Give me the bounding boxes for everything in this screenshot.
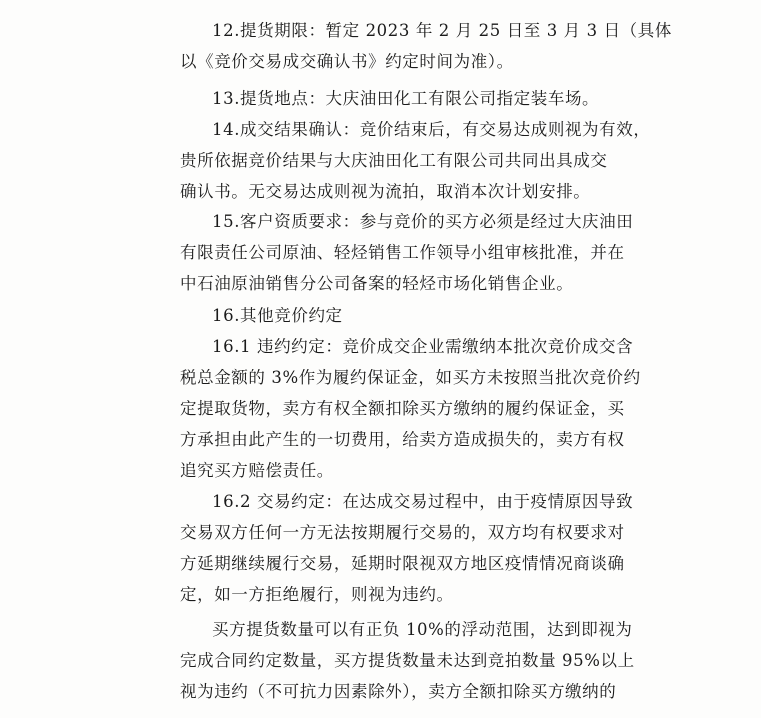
- text-line: 视为违约（不可抗力因素除外），卖方全额扣除买方缴纳的: [180, 682, 617, 701]
- text-line: 12.提货期限：暂定 2023 年 2 月 25 日至 3 月 3 日（具体: [212, 21, 672, 40]
- text-line: 贵所依据竞价结果与大庆油田化工有限公司共同出具成交: [180, 151, 608, 170]
- text-line: 14.成交结果确认：竞价结束后，有交易达成则视为有效，: [212, 120, 651, 139]
- text-line: 定提取货物，卖方有权全额扣除买方缴纳的履约保证金，买: [180, 399, 625, 418]
- text-line: 完成合同约定数量，买方提货数量未达到竞拍数量 95%以上: [180, 651, 635, 670]
- section-heading: 16.其他竞价约定: [212, 306, 343, 325]
- text-line: 税总金额的 3%作为履约保证金，如买方未按照当批次竞价约: [180, 368, 641, 387]
- text-line: 中石油原油销售分公司备案的轻烃市场化销售企业。: [180, 274, 574, 293]
- text-line: 方承担由此产生的一切费用，给卖方造成损失的，卖方有权: [180, 430, 625, 449]
- text-line: 13.提货地点：大庆油田化工有限公司指定装车场。: [212, 89, 600, 108]
- text-line: 追究买方赔偿责任。: [180, 461, 334, 480]
- text-line: 以《竞价交易成交确认书》约定时间为准）。: [180, 52, 514, 71]
- text-line: 买方提货数量可以有正负 10%的浮动范围，达到即视为: [212, 620, 633, 639]
- text-line: 定，如一方拒绝履行，则视为违约。: [180, 585, 454, 604]
- text-line: 确认书。无交易达成则视为流拍，取消本次计划安排。: [180, 182, 591, 201]
- text-line: 方延期继续履行交易，延期时限视双方地区疫情情况商谈确: [180, 554, 625, 573]
- text-line: 交易双方任何一方无法按期履行交易的，双方均有权要求对: [180, 523, 625, 542]
- text-line: 16.1 违约约定：竞价成交企业需缴纳本批次竞价成交含: [212, 337, 634, 356]
- text-line: 16.2 交易约定：在达成交易过程中，由于疫情原因导致: [212, 492, 634, 511]
- text-line: 有限责任公司原油、轻烃销售工作领导小组审核批准，并在: [180, 243, 625, 262]
- text-line: 15.客户资质要求：参与竞价的买方必须是经过大庆油田: [212, 212, 634, 231]
